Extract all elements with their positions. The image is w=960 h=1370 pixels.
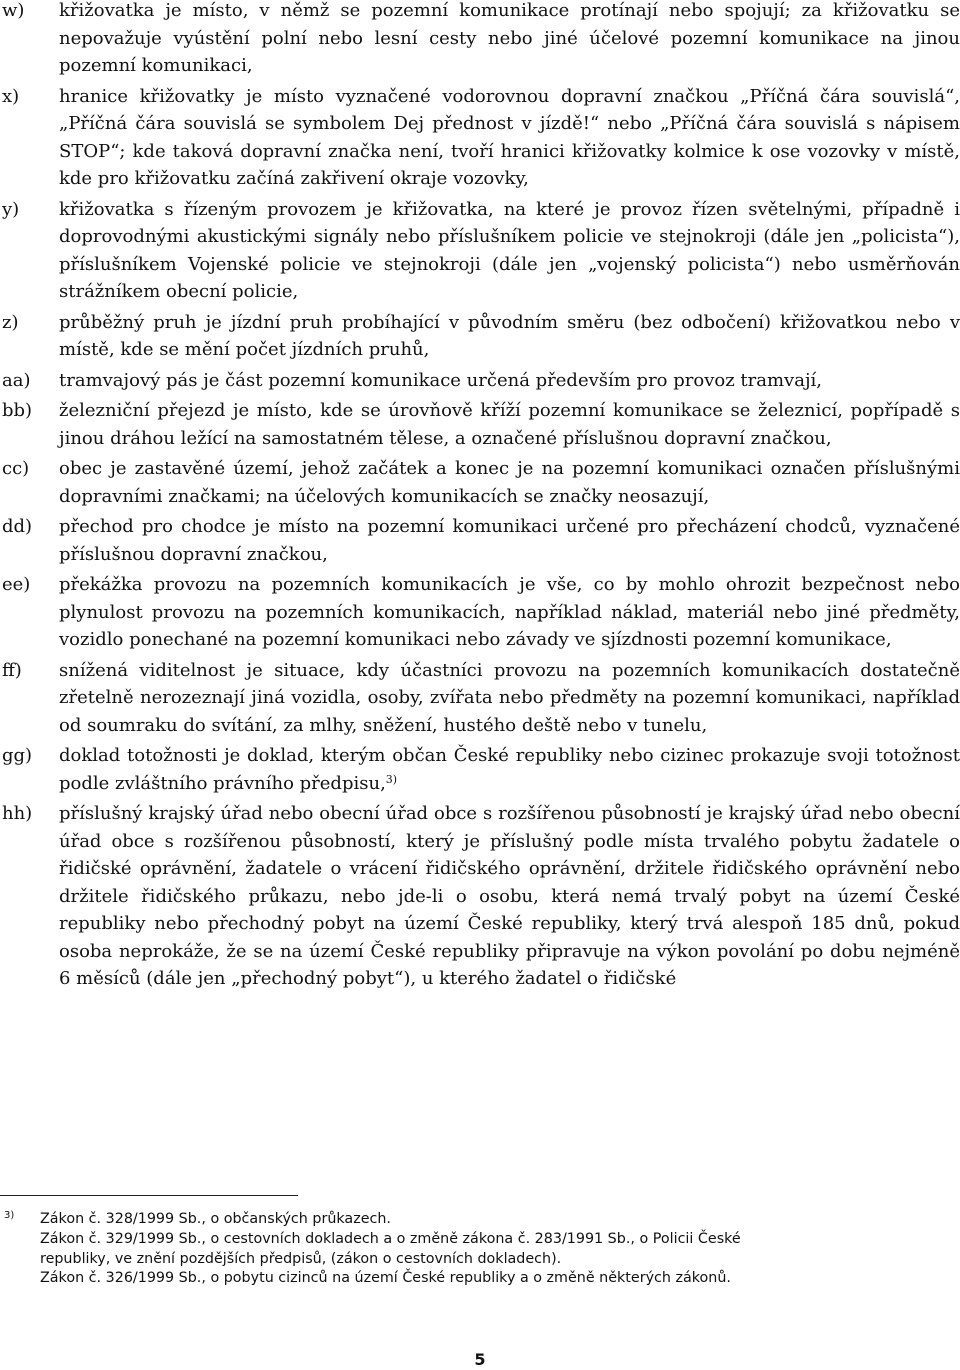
item-label: x): [2, 85, 20, 107]
definition-item-cc: [0, 455, 960, 510]
definition-item-x: [0, 83, 960, 193]
item-label: cc): [2, 458, 30, 479]
item-text: přechod pro chodce je místo na pozemní komunikaci určené pro přecházení chodců, vyznačené příslušnou dopravní značkou,: [59, 516, 960, 565]
item-text: snížená viditelnost je situace, kdy účastníci provozu na pozemních komunikacích dostatečně zřetelně nerozeznají jiná vozidla, osoby, zvířata nebo předměty na pozemní komunikaci, například od soumraku do svítání, za mlhy, sněžení, hustého deště nebo v tunelu,: [59, 659, 960, 736]
item-label: bb): [2, 400, 33, 421]
item-text: [59, 742, 960, 797]
definition-item-w: [0, 0, 960, 80]
item-text: obec je zastavěné území, jehož začátek a konec je na pozemní komunikaci označen příslušnými dopravními značkami; na účelových komunikacích se značky neosazují,: [59, 458, 960, 507]
footnote-separator: [0, 1195, 298, 1196]
definition-item-gg: [0, 742, 960, 797]
footnote-line: Zákon č. 328/1999 Sb., o občanských průkazech.: [40, 1211, 391, 1227]
item-label: gg): [2, 745, 33, 766]
item-label: hh): [2, 803, 33, 824]
definition-item-dd: [0, 513, 960, 568]
item-label: dd): [2, 516, 33, 537]
footnote-mark: 3): [4, 1210, 15, 1221]
definition-item-aa: [0, 367, 960, 395]
item-text: překážka provozu na pozemních komunikacích je vše, co by mohlo ohrozit bezpečnost nebo plynulost provozu na pozemních komunikacích, například náklad, materiál nebo jiné předměty, vozidlo ponechané na pozemní komunikaci nebo závady ve sjízdnosti pozemní komunikace,: [59, 574, 960, 650]
item-text-body: doklad totožnosti je doklad, kterým občan České republiky nebo cizinec prokazuje svoji totožnost podle zvláštního právního předpisu,: [59, 745, 960, 794]
definition-item-bb: [0, 397, 960, 452]
item-label: aa): [2, 369, 31, 391]
definition-item-ff: [0, 657, 960, 740]
item-label: w): [2, 0, 25, 21]
item-text: křižovatka je místo, v němž se pozemní komunikace protínají nebo spojují; za křižovatku se nepovažuje vyústění polní nebo lesní cesty nebo jiné účelové pozemní komunikace na jinou pozemní komunikaci,: [59, 0, 960, 76]
footnote-3: [0, 1210, 960, 1289]
footnote-line: republiky, ve znění pozdějších předpisů, (zákon o cestovních dokladech).: [40, 1250, 562, 1267]
item-label: ff): [2, 659, 22, 681]
item-text: tramvajový pás je část pozemní komunikace určená především pro provoz tramvají,: [59, 369, 823, 391]
footnote-line: Zákon č. 326/1999 Sb., o pobytu cizinců na území České republiky a o změně některých zákonů.: [40, 1270, 731, 1287]
definition-item-y: [0, 196, 960, 306]
footnotes: [0, 1210, 960, 1289]
definition-item-ee: [0, 571, 960, 654]
footnote-reference: 3): [385, 772, 398, 786]
item-text: křižovatka s řízeným provozem je křižovatka, na které je provoz řízen světelnými, případně i doprovodnými akustickými signály nebo příslušníkem policie ve stejnokroji (dále jen „policista“), příslušníkem Vojenské policie ve stejnokroji (dále jen „vojenský policista“) nebo usměrňován strážníkem obecní policie,: [59, 198, 960, 302]
definition-item-hh: [0, 800, 960, 993]
item-label: ee): [2, 574, 31, 595]
definition-item-z: [0, 309, 960, 364]
page-number: 5: [474, 1350, 486, 1369]
item-text: hranice křižovatky je místo vyznačené vodorovnou dopravní značkou „Příčná čára souvislá“, „Příčná čára souvislá se symbolem Dej přednost v jízdě!“ nebo „Příčná čára souvislá s nápisem STOP“; kde taková dopravní značka není, tvoří hranici křižovatky kolmice k ose vozovky v místě, kde pro křižovatku začíná zakřivení okraje vozovky,: [59, 85, 960, 189]
item-label: y): [2, 198, 20, 220]
item-label: z): [2, 311, 19, 333]
item-text: příslušný krajský úřad nebo obecní úřad obce s rozšířenou působností je krajský úřad nebo obecní úřad obce s rozšířenou působností, který je příslušný podle místa trvalého pobytu žadatele o řidičské oprávnění, žadatele o vrácení řidičského oprávnění, držitele řidičského oprávnění nebo držitele řidičského průkazu, nebo jde-li o osobu, která nemá trvalý pobyt na území České republiky nebo přechodný pobyt na území České republiky, který trvá alespoň 185 dnů, pokud osoba neprokáže, že se na území České republiky připravuje na výkon povolání po dobu nejméně 6 měsíců (dále jen „přechodný pobyt“), u kterého žadatel o řidičské: [59, 803, 960, 989]
item-text: průběžný pruh je jízdní pruh probíhající v původním směru (bez odbočení) křižovatkou nebo v místě, kde se mění počet jízdních pruhů,: [59, 311, 960, 360]
footnote-line: Zákon č. 329/1999 Sb., o cestovních dokladech a o změně zákona č. 283/1991 Sb., o Policii České: [40, 1230, 741, 1247]
item-text: železniční přejezd je místo, kde se úrovňově kříží pozemní komunikace se železnicí, popřípadě s jinou dráhou ležící na samostatném tělese, a označené příslušnou dopravní značkou,: [59, 400, 960, 449]
